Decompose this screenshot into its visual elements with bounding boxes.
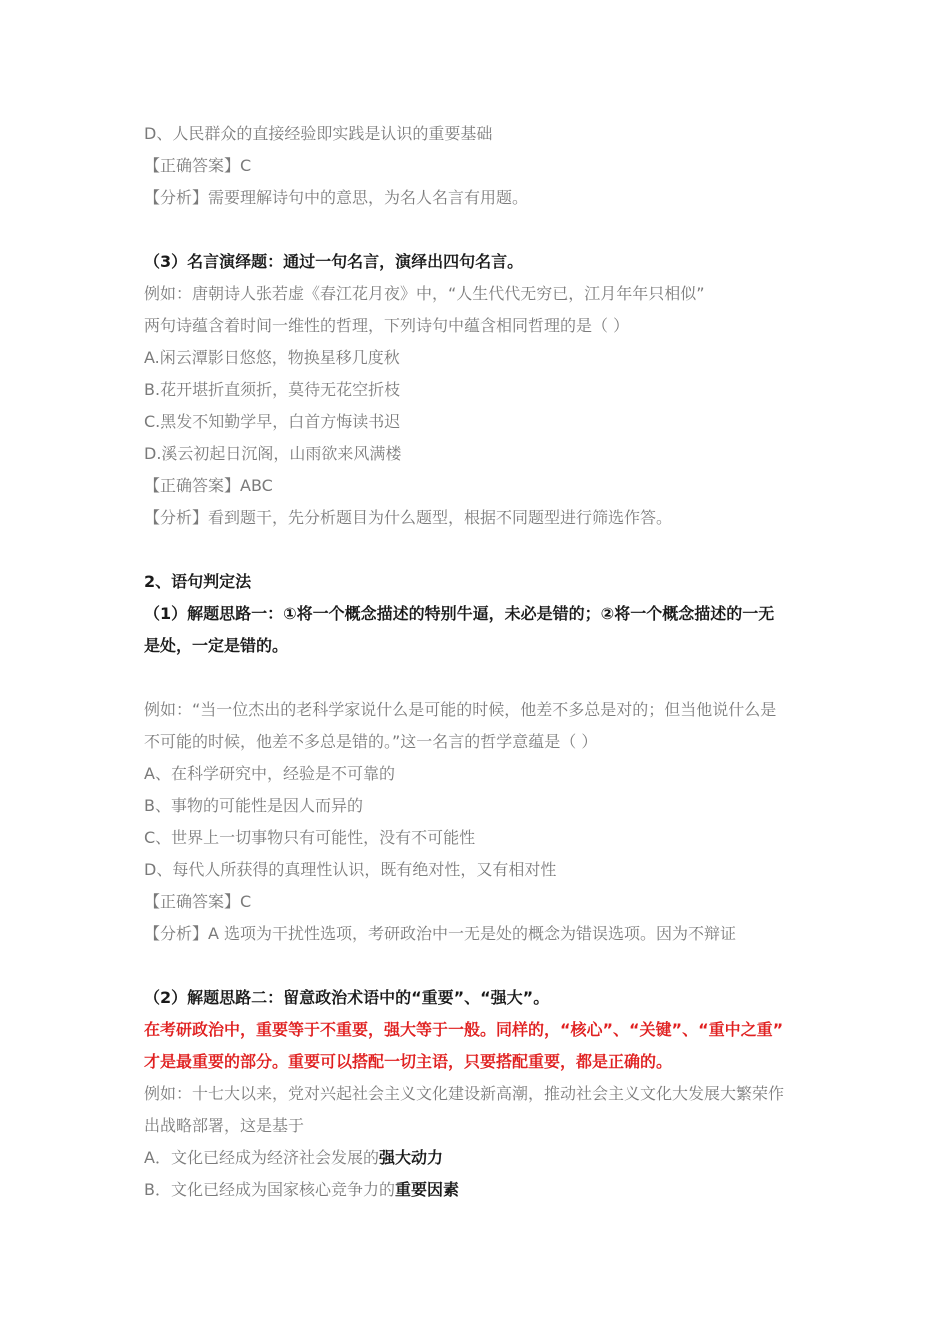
- example2-line2: 出战略部署，这是基于: [144, 1116, 305, 1135]
- q2-answer: 【正确答案】C: [144, 156, 252, 175]
- ex1-option-b: B、事物的可能性是因人而异的: [144, 796, 363, 815]
- ex2-option-a: [144, 1146, 824, 1170]
- red-note-line2: 才是最重要的部分。重要可以搭配一切主语，只要搭配重要，都是正确的。: [144, 1052, 673, 1071]
- ex1-analysis: 【分析】A 选项为干扰性选项，考研政治中一无是处的概念为错误选项。因为不辩证: [144, 924, 737, 943]
- ex2-option-b-emphasis: 重要因素: [394, 1180, 459, 1199]
- ex2-option-b-text: B．文化已经成为国家核心竞争力的: [144, 1180, 395, 1199]
- idea1-line1: （1）解题思路一：①将一个概念描述的特别牛逼，未必是错的；②将一个概念描述的一无: [144, 604, 775, 623]
- example1-line1: 例如：“当一位杰出的老科学家说什么是可能的时候，他差不多总是对的；但当他说什么是: [144, 700, 777, 719]
- q3-example-line2: 两句诗蕴含着时间一维性的哲理，下列诗句中蕴含相同哲理的是（ ）: [144, 316, 630, 335]
- example2-line1: 例如：十七大以来，党对兴起社会主义文化建设新高潮，推动社会主义文化大发展大繁荣作: [144, 1084, 785, 1103]
- example1-line2: 不可能的时候，他差不多总是错的。”这一名言的哲学意蕴是（ ）: [144, 732, 598, 751]
- q3-example-line1: 例如：唐朝诗人张若虚《春江花月夜》中，“人生代代无穷已，江月年年只相似”: [144, 284, 705, 303]
- q2-analysis: 【分析】需要理解诗句中的意思，为名人名言有用题。: [144, 188, 529, 207]
- q3-option-a: A.闲云潭影日悠悠，物换星移几度秋: [144, 348, 400, 367]
- q3-heading: （3）名言演绎题：通过一句名言，演绎出四句名言。: [144, 252, 524, 271]
- ex2-option-b: [144, 1178, 824, 1202]
- q3-option-d: D.溪云初起日沉阁，山雨欲来风满楼: [144, 444, 402, 463]
- ex1-option-d: D、每代人所获得的真理性认识，既有绝对性，又有相对性: [144, 860, 557, 879]
- q3-analysis: 【分析】看到题干，先分析题目为什么题型，根据不同题型进行筛选作答。: [144, 508, 673, 527]
- ex1-answer: 【正确答案】C: [144, 892, 252, 911]
- idea2-heading: （2）解题思路二：留意政治术语中的“重要”、“强大”。: [144, 988, 550, 1007]
- ex1-option-c: C、世界上一切事物只有可能性，没有不可能性: [144, 828, 476, 847]
- red-note-line1: 在考研政治中，重要等于不重要，强大等于一般。同样的，“核心”、“关键”、“重中之重”: [144, 1020, 784, 1039]
- q3-option-c: C.黑发不知勤学早，白首方悔读书迟: [144, 412, 401, 431]
- idea1-line2: 是处，一定是错的。: [144, 636, 289, 655]
- q2-option-d: D、人民群众的直接经验即实践是认识的重要基础: [144, 124, 493, 143]
- q3-option-b: B.花开堪折直须折，莫待无花空折枝: [144, 380, 401, 399]
- section2-title: 2、语句判定法: [144, 572, 252, 591]
- ex1-option-a: A、在科学研究中，经验是不可靠的: [144, 764, 395, 783]
- ex2-option-a-emphasis: 强大动力: [378, 1148, 443, 1167]
- q3-answer: 【正确答案】ABC: [144, 476, 273, 495]
- ex2-option-a-text: A．文化已经成为经济社会发展的: [144, 1148, 379, 1167]
